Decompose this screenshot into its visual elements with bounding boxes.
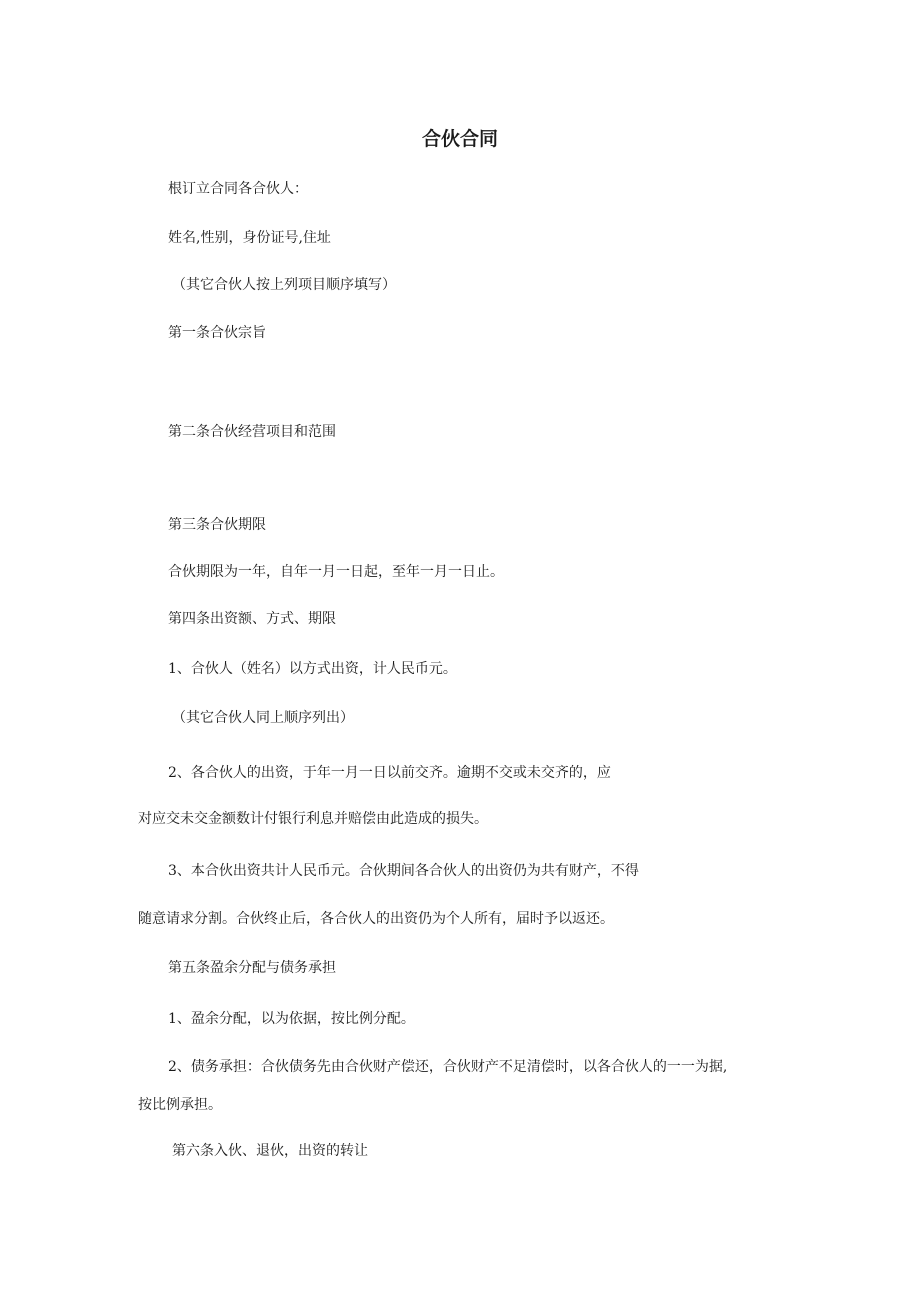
article-4-clause-3-part-1: 3、本合伙出资共计人民币元。合伙期间各合伙人的出资仍为共有财产，不得 — [168, 863, 639, 879]
article-5-clause-2-part-2: 按比例承担。 — [138, 1097, 222, 1113]
article-3-body: 合伙期限为一年，自年一月一日起，至年一月一日止。 — [168, 564, 504, 580]
party-fields-line: 姓名,性别，身份证号,住址 — [168, 230, 331, 246]
article-4-clause-1: 1、合伙人（姓名）以方式出资，计人民币元。 — [168, 661, 457, 677]
article-4-heading: 第四条出资额、方式、期限 — [168, 611, 336, 627]
other-parties-note: （其它合伙人按上列项目顺序填写） — [172, 277, 396, 293]
article-6-heading: 第六条入伙、退伙，出资的转让 — [172, 1143, 368, 1159]
article-1-heading: 第一条合伙宗旨 — [168, 325, 266, 341]
article-4-note: （其它合伙人同上顺序列出） — [172, 710, 354, 726]
document-title: 合伙合同 — [421, 128, 498, 150]
article-2-heading: 第二条合伙经营项目和范围 — [168, 424, 336, 440]
party-intro-line: 根订立合同各合伙人： — [168, 181, 308, 197]
article-5-heading: 第五条盈余分配与债务承担 — [168, 960, 336, 976]
article-3-heading: 第三条合伙期限 — [168, 517, 266, 533]
article-4-clause-2-part-1: 2、各合伙人的出资，于年一月一日以前交齐。逾期不交或未交齐的，应 — [168, 765, 611, 781]
article-4-clause-2-part-2: 对应交未交金额数计付银行利息并赔偿由此造成的损失。 — [138, 811, 488, 827]
article-5-clause-2-part-1: 2、债务承担：合伙债务先由合伙财产偿还，合伙财产不足清偿时，以各合伙人的一一为据, — [168, 1059, 728, 1075]
article-5-clause-1: 1、盈余分配，以为依据，按比例分配。 — [168, 1011, 415, 1027]
article-4-clause-3-part-2: 随意请求分割。合伙终止后，各合伙人的出资仍为个人所有，届时予以返还。 — [138, 911, 614, 927]
